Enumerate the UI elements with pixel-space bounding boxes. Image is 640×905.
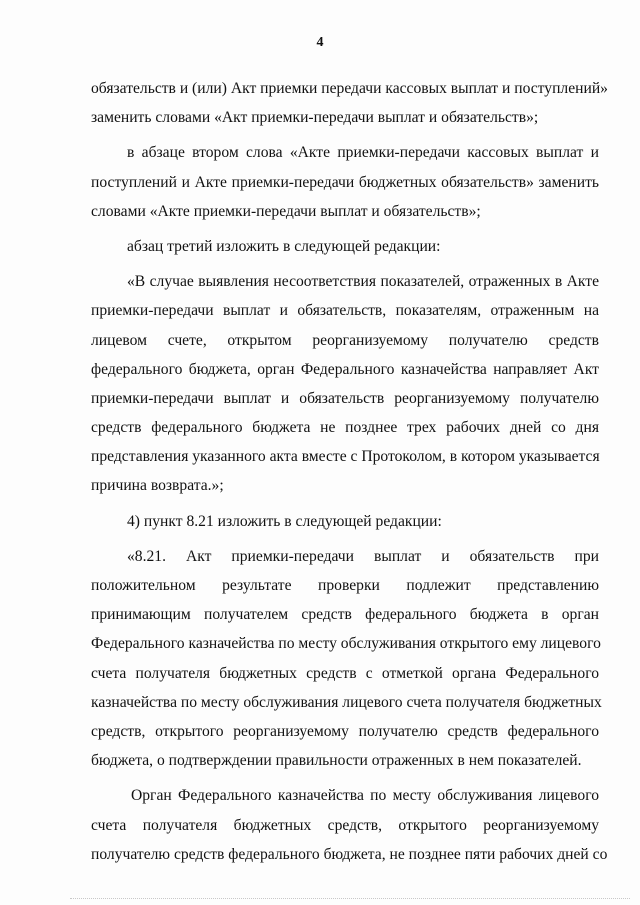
text-line: лицевом счете, открытом реорганизуемому получателю средств <box>91 331 599 349</box>
text-line: счета получателя бюджетных средств, открытого реорганизуемому <box>91 816 599 834</box>
text-line: казначейства по месту обслуживания лицевого счета получателя бюджетных <box>91 693 602 711</box>
text-line: принимающим получателем средств федерального бюджета в орган <box>91 606 599 624</box>
page-number: 4 <box>316 35 324 50</box>
text-line: «8.21. Акт приемки-передачи выплат и обязательств при <box>127 547 599 565</box>
text-line: положительном результате проверки подлежит представлению <box>91 577 599 594</box>
text-line: счета получателя бюджетных средств с отметкой органа Федерального <box>91 664 599 682</box>
text-line: средств федерального бюджета не позднее трех рабочих дней со дня <box>91 419 599 437</box>
text-line: «В случае выявления несоответствия показателей, отраженных в Акте <box>127 273 599 291</box>
text-line: приемки-передачи выплат и обязательств реорганизуемому получателю <box>91 389 599 407</box>
text-line: в абзаце втором слова «Акте приемки-передачи кассовых выплат и <box>127 144 599 162</box>
text-line: поступлений и Акте приемки-передачи бюджетных обязательств» заменить <box>91 173 599 191</box>
text-line: словами «Акте приемки-передачи выплат и обязательств»; <box>91 202 481 220</box>
text-line: приемки-передачи выплат и обязательств, показателям, отраженным на <box>91 302 599 320</box>
text-line: Орган Федерального казначейства по месту обслуживания лицевого <box>131 787 599 805</box>
document-body <box>91 74 608 869</box>
text-line: заменить словами «Акт приемки-передачи выплат и обязательств»; <box>91 109 539 127</box>
text-line: причина возврата.»; <box>91 477 224 495</box>
text-line: обязательств и (или) Акт приемки передачи кассовых выплат и поступлений» <box>91 80 608 97</box>
text-line: 4) пункт 8.21 изложить в следующей редакции: <box>127 512 442 530</box>
text-line: представления указанного акта вместе с Протоколом, в котором указывается <box>91 448 600 466</box>
text-line: получателю средств федерального бюджета, не позднее пяти рабочих дней со <box>91 845 608 863</box>
text-line: федерального бюджета, орган Федерального казначейства направляет Акт <box>91 360 599 378</box>
text-line: средств, открытого реорганизуемому получателю средств федерального <box>91 722 599 740</box>
scan-edge-line <box>70 898 630 900</box>
text-line: абзац третий изложить в следующей редакции: <box>127 237 441 255</box>
text-line: Федерального казначейства по месту обслуживания открытого ему лицевого <box>91 635 601 653</box>
text-line: бюджета, о подтверждении правильности отраженных в нем показателей. <box>91 752 582 770</box>
